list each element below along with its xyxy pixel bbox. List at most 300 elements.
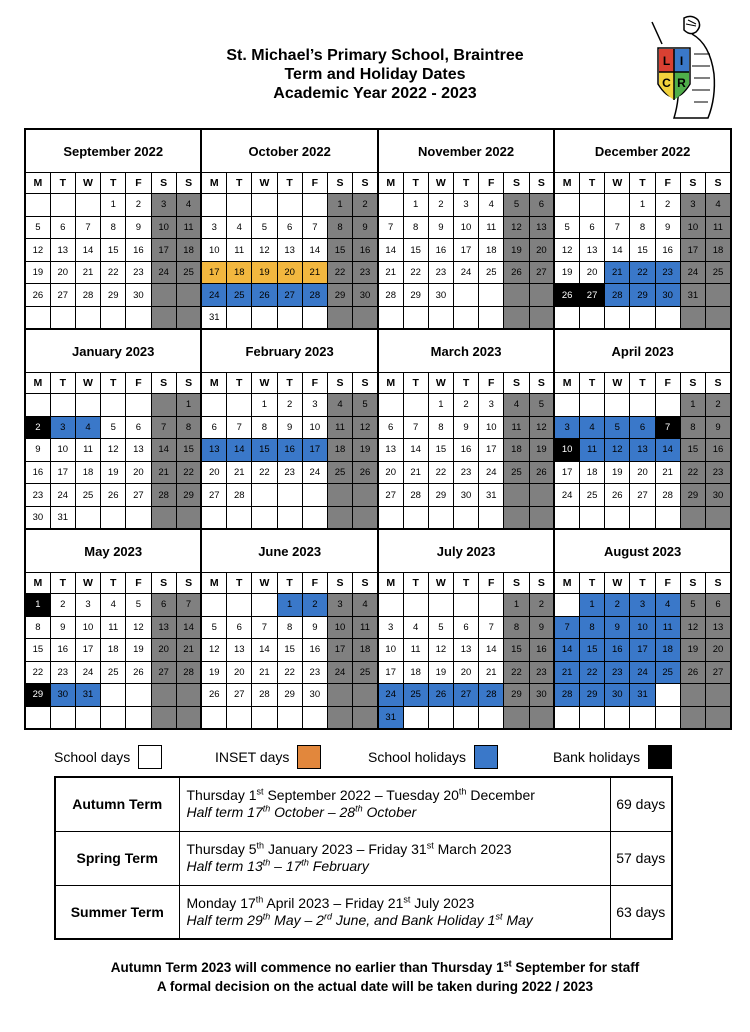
day-cell: 19 bbox=[101, 461, 126, 484]
day-cell: 14 bbox=[479, 639, 504, 662]
day-cell: 8 bbox=[25, 616, 50, 639]
empty-day-cell bbox=[252, 484, 277, 507]
day-cell: 11 bbox=[353, 616, 378, 639]
day-cell: 4 bbox=[655, 594, 680, 617]
day-cell: 9 bbox=[126, 216, 151, 239]
day-cell: 27 bbox=[529, 261, 554, 284]
day-cell: 22 bbox=[428, 461, 453, 484]
logo-letter-c: C bbox=[662, 76, 671, 90]
day-cell: 26 bbox=[252, 284, 277, 307]
term-range: Thursday 5th January 2023 – Friday 31st March 2023 bbox=[186, 840, 512, 857]
day-cell: 19 bbox=[353, 439, 378, 462]
week-row bbox=[25, 306, 731, 329]
day-cell: 15 bbox=[630, 239, 655, 262]
day-cell: 31 bbox=[75, 684, 100, 707]
term-row-autumn bbox=[55, 777, 672, 831]
day-cell: 25 bbox=[353, 661, 378, 684]
weekday-header: F bbox=[126, 173, 151, 194]
day-cell: 12 bbox=[529, 416, 554, 439]
day-cell: 15 bbox=[327, 239, 352, 262]
weekday-header: T bbox=[453, 173, 478, 194]
weekday-header: S bbox=[176, 373, 201, 394]
empty-day-cell bbox=[680, 684, 705, 707]
day-cell: 15 bbox=[176, 439, 201, 462]
weekday-header: F bbox=[479, 173, 504, 194]
day-cell: 10 bbox=[630, 616, 655, 639]
day-cell: 8 bbox=[277, 616, 302, 639]
term-range: Monday 17th April 2023 – Friday 21st July 2023 bbox=[186, 894, 475, 911]
day-cell: 9 bbox=[302, 616, 327, 639]
weekday-header: S bbox=[504, 173, 529, 194]
day-cell: 11 bbox=[403, 639, 428, 662]
day-cell: 16 bbox=[705, 439, 731, 462]
day-cell: 2 bbox=[50, 594, 75, 617]
day-cell: 22 bbox=[277, 661, 302, 684]
weekday-header: M bbox=[25, 573, 50, 594]
day-cell: 20 bbox=[579, 261, 604, 284]
day-cell: 18 bbox=[101, 639, 126, 662]
day-cell: 4 bbox=[327, 394, 352, 417]
day-cell: 11 bbox=[101, 616, 126, 639]
weekday-header: S bbox=[705, 173, 731, 194]
day-cell: 7 bbox=[227, 416, 252, 439]
empty-day-cell bbox=[579, 506, 604, 529]
day-cell: 27 bbox=[50, 284, 75, 307]
day-cell: 9 bbox=[453, 416, 478, 439]
day-cell: 22 bbox=[176, 461, 201, 484]
day-cell: 1 bbox=[252, 394, 277, 417]
day-cell: 28 bbox=[151, 484, 176, 507]
empty-day-cell bbox=[403, 594, 428, 617]
day-cell: 6 bbox=[50, 216, 75, 239]
day-cell: 29 bbox=[101, 284, 126, 307]
day-cell: 18 bbox=[176, 239, 201, 262]
day-cell: 27 bbox=[277, 284, 302, 307]
empty-day-cell bbox=[403, 506, 428, 529]
day-cell: 14 bbox=[227, 439, 252, 462]
day-cell: 24 bbox=[327, 661, 352, 684]
day-cell: 11 bbox=[75, 439, 100, 462]
empty-day-cell bbox=[101, 306, 126, 329]
empty-day-cell bbox=[25, 306, 50, 329]
day-cell: 23 bbox=[529, 661, 554, 684]
day-cell: 7 bbox=[605, 216, 630, 239]
empty-day-cell bbox=[101, 506, 126, 529]
weekday-header: T bbox=[403, 173, 428, 194]
day-cell: 26 bbox=[504, 261, 529, 284]
day-cell: 23 bbox=[605, 661, 630, 684]
empty-day-cell bbox=[252, 594, 277, 617]
empty-day-cell bbox=[705, 506, 731, 529]
day-cell: 27 bbox=[126, 484, 151, 507]
empty-day-cell bbox=[529, 484, 554, 507]
day-cell: 5 bbox=[101, 416, 126, 439]
day-cell: 6 bbox=[126, 416, 151, 439]
empty-day-cell bbox=[227, 506, 252, 529]
day-cell: 10 bbox=[378, 639, 403, 662]
legend-school-days-swatch bbox=[138, 745, 162, 769]
day-cell: 6 bbox=[453, 616, 478, 639]
weekday-header: T bbox=[453, 573, 478, 594]
weekday-header: F bbox=[479, 373, 504, 394]
week-row bbox=[25, 594, 731, 617]
empty-day-cell bbox=[630, 506, 655, 529]
empty-day-cell bbox=[101, 706, 126, 729]
weekday-header: S bbox=[504, 373, 529, 394]
day-cell: 7 bbox=[302, 216, 327, 239]
day-cell: 13 bbox=[277, 239, 302, 262]
empty-day-cell bbox=[252, 306, 277, 329]
term-name: Spring Term bbox=[55, 831, 179, 885]
day-cell: 23 bbox=[655, 261, 680, 284]
weekday-header: S bbox=[529, 373, 554, 394]
month-title: November 2022 bbox=[378, 129, 554, 173]
day-cell: 19 bbox=[504, 239, 529, 262]
day-cell: 2 bbox=[453, 394, 478, 417]
day-cell: 21 bbox=[75, 261, 100, 284]
empty-day-cell bbox=[25, 706, 50, 729]
weekday-header: T bbox=[630, 373, 655, 394]
day-cell: 16 bbox=[655, 239, 680, 262]
weekday-header: S bbox=[353, 173, 378, 194]
empty-day-cell bbox=[554, 706, 579, 729]
day-cell: 12 bbox=[605, 439, 630, 462]
weekday-header: M bbox=[378, 573, 403, 594]
day-cell: 22 bbox=[630, 261, 655, 284]
empty-day-cell bbox=[25, 394, 50, 417]
day-cell: 30 bbox=[428, 284, 453, 307]
day-cell: 3 bbox=[630, 594, 655, 617]
empty-day-cell bbox=[630, 306, 655, 329]
empty-day-cell bbox=[327, 484, 352, 507]
empty-day-cell bbox=[302, 306, 327, 329]
weekday-header: T bbox=[50, 373, 75, 394]
day-cell: 9 bbox=[25, 439, 50, 462]
day-cell: 24 bbox=[680, 261, 705, 284]
empty-day-cell bbox=[403, 706, 428, 729]
day-cell: 29 bbox=[428, 484, 453, 507]
weekday-header: T bbox=[630, 173, 655, 194]
week-row bbox=[25, 284, 731, 307]
empty-day-cell bbox=[277, 506, 302, 529]
day-cell: 17 bbox=[201, 261, 226, 284]
empty-day-cell bbox=[378, 594, 403, 617]
weekday-header: M bbox=[25, 373, 50, 394]
day-cell: 21 bbox=[151, 461, 176, 484]
empty-day-cell bbox=[25, 194, 50, 217]
day-cell: 23 bbox=[353, 261, 378, 284]
day-cell: 25 bbox=[705, 261, 731, 284]
day-cell: 28 bbox=[655, 484, 680, 507]
day-cell: 5 bbox=[25, 216, 50, 239]
day-cell: 7 bbox=[403, 416, 428, 439]
weekday-header: S bbox=[680, 373, 705, 394]
weekday-header: S bbox=[705, 573, 731, 594]
empty-day-cell bbox=[529, 284, 554, 307]
weekday-header: S bbox=[176, 173, 201, 194]
day-cell: 10 bbox=[327, 616, 352, 639]
week-row bbox=[25, 461, 731, 484]
term-length: 57 days bbox=[610, 831, 672, 885]
weekday-header: F bbox=[302, 173, 327, 194]
day-cell: 10 bbox=[151, 216, 176, 239]
day-cell: 18 bbox=[227, 261, 252, 284]
empty-day-cell bbox=[201, 394, 226, 417]
weekday-header: T bbox=[277, 173, 302, 194]
empty-day-cell bbox=[50, 194, 75, 217]
week-row bbox=[25, 194, 731, 217]
day-cell: 25 bbox=[227, 284, 252, 307]
day-cell: 15 bbox=[277, 639, 302, 662]
day-cell: 3 bbox=[327, 594, 352, 617]
term-length: 69 days bbox=[610, 777, 672, 831]
weekday-header: S bbox=[327, 573, 352, 594]
day-cell: 28 bbox=[378, 284, 403, 307]
day-cell: 15 bbox=[504, 639, 529, 662]
empty-day-cell bbox=[680, 506, 705, 529]
day-cell: 16 bbox=[302, 639, 327, 662]
logo-letter-l: L bbox=[662, 54, 671, 68]
empty-day-cell bbox=[579, 394, 604, 417]
day-cell: 8 bbox=[101, 216, 126, 239]
empty-day-cell bbox=[529, 706, 554, 729]
empty-day-cell bbox=[655, 706, 680, 729]
day-cell: 1 bbox=[680, 394, 705, 417]
weekday-header: M bbox=[201, 373, 226, 394]
day-cell: 3 bbox=[378, 616, 403, 639]
day-cell: 8 bbox=[579, 616, 604, 639]
empty-day-cell bbox=[680, 706, 705, 729]
empty-day-cell bbox=[479, 284, 504, 307]
empty-day-cell bbox=[479, 506, 504, 529]
empty-day-cell bbox=[277, 706, 302, 729]
empty-day-cell bbox=[227, 594, 252, 617]
day-cell: 25 bbox=[75, 484, 100, 507]
term-dates-table bbox=[54, 776, 673, 940]
day-cell: 4 bbox=[504, 394, 529, 417]
empty-day-cell bbox=[554, 506, 579, 529]
weekday-header-row bbox=[25, 173, 731, 194]
day-cell: 8 bbox=[630, 216, 655, 239]
day-cell: 11 bbox=[705, 216, 731, 239]
day-cell: 16 bbox=[25, 461, 50, 484]
day-cell: 1 bbox=[428, 394, 453, 417]
empty-day-cell bbox=[479, 306, 504, 329]
day-cell: 21 bbox=[403, 461, 428, 484]
day-cell: 1 bbox=[25, 594, 50, 617]
day-cell: 13 bbox=[378, 439, 403, 462]
day-cell: 30 bbox=[655, 284, 680, 307]
day-cell: 24 bbox=[302, 461, 327, 484]
day-cell: 25 bbox=[579, 484, 604, 507]
empty-day-cell bbox=[453, 594, 478, 617]
day-cell: 3 bbox=[680, 194, 705, 217]
day-cell: 13 bbox=[579, 239, 604, 262]
empty-day-cell bbox=[277, 306, 302, 329]
day-cell: 2 bbox=[428, 194, 453, 217]
day-cell: 2 bbox=[353, 194, 378, 217]
day-cell: 26 bbox=[428, 684, 453, 707]
day-cell: 1 bbox=[630, 194, 655, 217]
day-cell: 20 bbox=[227, 661, 252, 684]
weekday-header: W bbox=[252, 373, 277, 394]
day-cell: 8 bbox=[176, 416, 201, 439]
empty-day-cell bbox=[378, 394, 403, 417]
empty-day-cell bbox=[201, 594, 226, 617]
half-term: Half term 29th May – 2rd June, and Bank Holiday 1st May bbox=[186, 911, 533, 928]
day-cell: 1 bbox=[327, 194, 352, 217]
day-cell: 27 bbox=[151, 661, 176, 684]
school-name: St. Michael’s Primary School, Braintree bbox=[226, 47, 524, 64]
day-cell: 8 bbox=[252, 416, 277, 439]
day-cell: 13 bbox=[201, 439, 226, 462]
day-cell: 12 bbox=[428, 639, 453, 662]
month-title: July 2023 bbox=[378, 529, 554, 573]
school-crest-logo bbox=[622, 14, 718, 122]
weekday-header: W bbox=[75, 573, 100, 594]
empty-day-cell bbox=[126, 306, 151, 329]
empty-day-cell bbox=[579, 706, 604, 729]
day-cell: 29 bbox=[630, 284, 655, 307]
month-title: June 2023 bbox=[201, 529, 377, 573]
day-cell: 31 bbox=[630, 684, 655, 707]
day-cell: 22 bbox=[25, 661, 50, 684]
day-cell: 5 bbox=[428, 616, 453, 639]
day-cell: 1 bbox=[403, 194, 428, 217]
empty-day-cell bbox=[151, 394, 176, 417]
footer-line-2: A formal decision on the actual date will be taken during 2022 / 2023 bbox=[156, 979, 594, 994]
day-cell: 21 bbox=[176, 639, 201, 662]
day-cell: 26 bbox=[353, 461, 378, 484]
empty-day-cell bbox=[705, 306, 731, 329]
day-cell: 14 bbox=[605, 239, 630, 262]
weekday-header: F bbox=[126, 573, 151, 594]
weekday-header: T bbox=[579, 373, 604, 394]
day-cell: 25 bbox=[101, 661, 126, 684]
day-cell: 8 bbox=[327, 216, 352, 239]
day-cell: 19 bbox=[252, 261, 277, 284]
day-cell: 14 bbox=[151, 439, 176, 462]
day-cell: 6 bbox=[579, 216, 604, 239]
day-cell: 26 bbox=[554, 284, 579, 307]
day-cell: 21 bbox=[378, 261, 403, 284]
weekday-header: T bbox=[453, 373, 478, 394]
day-cell: 7 bbox=[151, 416, 176, 439]
empty-day-cell bbox=[579, 306, 604, 329]
day-cell: 21 bbox=[479, 661, 504, 684]
day-cell: 18 bbox=[403, 661, 428, 684]
day-cell: 25 bbox=[504, 461, 529, 484]
day-cell: 29 bbox=[403, 284, 428, 307]
empty-day-cell bbox=[554, 194, 579, 217]
weekday-header: T bbox=[227, 573, 252, 594]
day-cell: 26 bbox=[201, 684, 226, 707]
day-cell: 9 bbox=[428, 216, 453, 239]
empty-day-cell bbox=[176, 684, 201, 707]
weekday-header: T bbox=[50, 173, 75, 194]
weekday-header: S bbox=[151, 173, 176, 194]
day-cell: 18 bbox=[655, 639, 680, 662]
day-cell: 17 bbox=[680, 239, 705, 262]
empty-day-cell bbox=[126, 706, 151, 729]
day-cell: 28 bbox=[403, 484, 428, 507]
empty-day-cell bbox=[504, 506, 529, 529]
day-cell: 5 bbox=[529, 394, 554, 417]
day-cell: 12 bbox=[353, 416, 378, 439]
day-cell: 28 bbox=[479, 684, 504, 707]
day-cell: 20 bbox=[126, 461, 151, 484]
weekday-header: T bbox=[227, 373, 252, 394]
day-cell: 11 bbox=[479, 216, 504, 239]
week-row bbox=[25, 639, 731, 662]
week-row bbox=[25, 661, 731, 684]
empty-day-cell bbox=[605, 394, 630, 417]
weekday-header: S bbox=[151, 573, 176, 594]
day-cell: 30 bbox=[302, 684, 327, 707]
logo-letter-r: R bbox=[677, 76, 686, 90]
day-cell: 11 bbox=[227, 239, 252, 262]
empty-day-cell bbox=[101, 394, 126, 417]
day-cell: 4 bbox=[579, 416, 604, 439]
day-cell: 11 bbox=[176, 216, 201, 239]
week-row bbox=[25, 484, 731, 507]
weekday-header: S bbox=[504, 573, 529, 594]
day-cell: 9 bbox=[353, 216, 378, 239]
day-cell: 16 bbox=[529, 639, 554, 662]
day-cell: 10 bbox=[554, 439, 579, 462]
day-cell: 17 bbox=[630, 639, 655, 662]
day-cell: 28 bbox=[252, 684, 277, 707]
day-cell: 22 bbox=[327, 261, 352, 284]
day-cell: 26 bbox=[101, 484, 126, 507]
empty-day-cell bbox=[151, 684, 176, 707]
weekday-header: S bbox=[176, 573, 201, 594]
day-cell: 17 bbox=[75, 639, 100, 662]
day-cell: 16 bbox=[453, 439, 478, 462]
weekday-header: S bbox=[327, 173, 352, 194]
academic-year: Academic Year 2022 - 2023 bbox=[273, 85, 477, 102]
day-cell: 22 bbox=[101, 261, 126, 284]
legend-bank-holidays-label: Bank holidays bbox=[553, 749, 641, 765]
day-cell: 16 bbox=[277, 439, 302, 462]
empty-day-cell bbox=[227, 194, 252, 217]
day-cell: 21 bbox=[227, 461, 252, 484]
weekday-header: T bbox=[101, 373, 126, 394]
day-cell: 29 bbox=[579, 684, 604, 707]
day-cell: 16 bbox=[353, 239, 378, 262]
day-cell: 17 bbox=[554, 461, 579, 484]
term-name: Summer Term bbox=[55, 885, 179, 939]
day-cell: 23 bbox=[25, 484, 50, 507]
day-cell: 20 bbox=[277, 261, 302, 284]
empty-day-cell bbox=[252, 506, 277, 529]
day-cell: 20 bbox=[151, 639, 176, 662]
day-cell: 27 bbox=[705, 661, 731, 684]
empty-day-cell bbox=[630, 394, 655, 417]
empty-day-cell bbox=[302, 484, 327, 507]
day-cell: 13 bbox=[227, 639, 252, 662]
day-cell: 15 bbox=[680, 439, 705, 462]
day-cell: 3 bbox=[479, 394, 504, 417]
empty-day-cell bbox=[327, 306, 352, 329]
day-cell: 19 bbox=[25, 261, 50, 284]
empty-day-cell bbox=[504, 284, 529, 307]
day-cell: 19 bbox=[201, 661, 226, 684]
term-row-summer bbox=[55, 885, 672, 939]
day-cell: 30 bbox=[50, 684, 75, 707]
empty-day-cell bbox=[327, 684, 352, 707]
day-cell: 14 bbox=[302, 239, 327, 262]
